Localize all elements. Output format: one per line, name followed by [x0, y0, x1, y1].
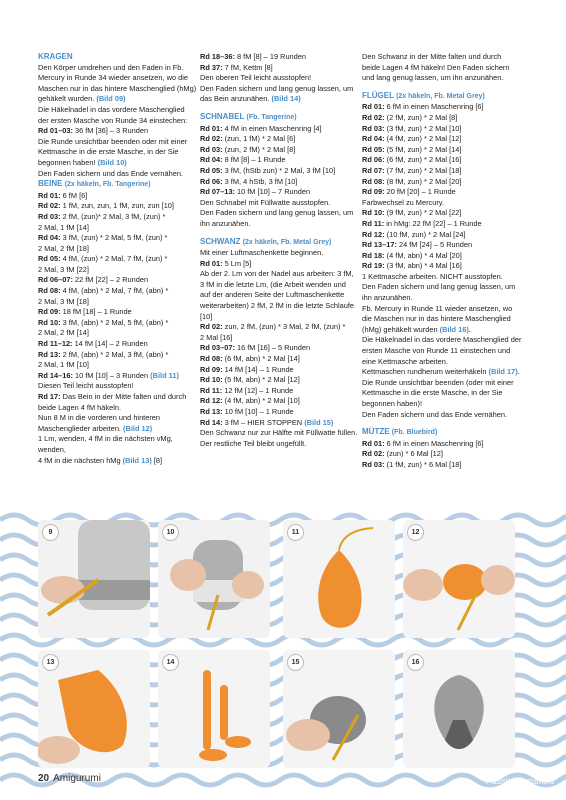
round-label: Rd 04:: [362, 134, 385, 144]
photo-number: 12: [407, 524, 424, 541]
round-text: 18 fM [18] – 1 Runde: [60, 307, 132, 317]
text-line: Die Runde unsichtbar beenden oder mit einer: [38, 136, 188, 146]
round-label: Rd 03:: [362, 123, 385, 133]
text-line: 1 Kettmasche arbeiten. NICHT ausstopfen.: [362, 271, 503, 281]
page-number: 20: [38, 773, 50, 784]
round-text: (10 fM, zun) * 2 Mal [24]: [384, 229, 466, 239]
text-line: [38, 94, 198, 105]
photo-12: [403, 520, 515, 638]
round-row: [38, 244, 198, 255]
beine-heading: [38, 179, 198, 191]
round-row: [200, 375, 358, 386]
photo-9: [38, 520, 150, 638]
round-text: (7 fM, zun) * 2 Mal [18]: [384, 165, 462, 175]
photo-11: [283, 520, 395, 638]
round-label: Rd 13:: [200, 407, 223, 416]
round-row: [200, 333, 358, 344]
photo-number: 9: [42, 524, 59, 541]
round-text: 3 fM, (abn) * 2 Mal, 5 fM, (abn) *: [60, 317, 169, 327]
text-line: Der restliche Teil bleibt ungefüllt.: [200, 438, 307, 448]
round-text: (zun, 2 fM) * 2 Mal [8]: [222, 144, 296, 154]
text-line: und lang genug lassen, um ihn anzunähen.: [362, 73, 504, 83]
text-line: Kettmaschen rundherum weiterhäkeln: [362, 367, 489, 377]
fluegel-sub: (2x häkeln, Fb. Metal Grey): [396, 92, 485, 100]
photo-13: [38, 650, 150, 768]
photo-number: 10: [162, 524, 179, 541]
round-label: Rd 07–13:: [200, 187, 235, 197]
round-row: [362, 166, 532, 177]
round-label: Rd 02:: [362, 449, 385, 459]
text-line: Den Faden sichern und lang genug lassen, um: [200, 208, 354, 218]
text-line: Den Schwanz nur zur Hälfte mit Füllwatte füllen.: [200, 428, 358, 438]
round-label: Rd 04:: [38, 233, 61, 243]
round-row: [38, 318, 198, 329]
text-line: Kettmasche in die erste Masche, in der Sie: [362, 388, 503, 398]
round-label: Rd 03:: [38, 211, 61, 221]
text-line: Die Runde unsichtbar beenden (oder mit einer: [362, 377, 514, 387]
image-ref: (Bild 09): [96, 94, 126, 104]
round-row: [200, 177, 358, 188]
schnabel-heading: [200, 112, 358, 124]
column-1: [38, 52, 198, 466]
round-label: Rd 01:: [200, 258, 223, 268]
round-label: Rd 10:: [38, 317, 61, 327]
round-label: Rd 05:: [362, 144, 385, 154]
round-text: Farbwechsel zu Mercury.: [362, 197, 445, 207]
round-label: Rd 03:: [362, 459, 385, 469]
kragen-heading: KRAGEN: [38, 52, 73, 61]
round-label: Rd 37:: [200, 62, 223, 72]
text-line: Ab der 2. Lm von der Nadel aus arbeiten: 3 fM,: [200, 269, 354, 279]
image-ref: (Bild 10): [97, 157, 127, 167]
round-row: [362, 124, 532, 135]
round-label: Rd 14–16:: [38, 370, 73, 380]
round-label: Rd 14:: [200, 417, 223, 427]
round-text: 14 fM [14] – 2 Runden: [72, 339, 148, 349]
round-row: [200, 354, 358, 365]
text-line: [362, 367, 532, 378]
text-line: gehäkelt wurden.: [38, 94, 95, 104]
round-text: (4 fM, abn) * 4 Mal [20]: [384, 250, 462, 260]
round-text: 6 fM [6]: [60, 190, 88, 200]
round-row: [200, 52, 358, 63]
text-line: 4 fM in die nächsten hMg: [38, 455, 123, 465]
text-line: die Maschen nur in das hintere Maschenglied: [362, 314, 511, 324]
round-text: 1 fM, zun, zun, 1 fM, zun, zun [10]: [60, 201, 174, 211]
round-label: Rd 01–03:: [38, 126, 73, 136]
round-label: Rd 09:: [200, 364, 223, 374]
round-text: 3 fM, 4 hStb, 3 fM [10]: [222, 176, 298, 186]
round-row: [200, 259, 358, 270]
round-text: 2 fM, (zun)* 2 Mal, 3 fM, (zun) *: [60, 211, 166, 221]
text-line: [200, 94, 358, 105]
round-row: [362, 240, 532, 251]
round-label: Rd 03:: [200, 144, 223, 154]
round-row: [200, 187, 358, 198]
round-row: [362, 219, 532, 230]
round-text: 2 Mal, 2 fM [18]: [38, 243, 89, 253]
round-row: [362, 439, 532, 450]
round-label: Rd 11–12:: [38, 339, 73, 349]
round-row: [200, 407, 358, 418]
round-label: Rd 11:: [200, 385, 223, 395]
round-row: [362, 145, 532, 156]
round-row: [362, 102, 532, 113]
text-line: beide Lagen 4 fM häkeln.: [38, 402, 122, 412]
photo-number: 13: [42, 654, 59, 671]
round-row: [362, 261, 532, 272]
round-text: 4 fM in einen Maschenring [4]: [222, 123, 322, 133]
round-row: [38, 371, 198, 382]
round-row: [200, 396, 358, 407]
round-label: Rd 01:: [362, 438, 385, 448]
watermark: PassionForum.ru: [485, 776, 554, 786]
round-label: Rd 01:: [200, 123, 223, 133]
round-row: [38, 307, 198, 318]
photo-number: 11: [287, 524, 304, 541]
round-row: [38, 275, 198, 286]
round-label: Rd 02:: [362, 112, 385, 122]
spacer: [362, 84, 532, 91]
text-line: Den Faden sichern und das Ende vernähen.: [38, 168, 184, 178]
round-label: Rd 09:: [38, 307, 61, 317]
text-line: Den oberen Teil leicht ausstopfen!: [200, 73, 312, 83]
round-row: [362, 134, 532, 145]
image-ref: (Bild 14): [271, 94, 301, 104]
round-row: [38, 297, 198, 308]
round-text: (3 fM, zun) * 2 Mal [10]: [384, 123, 462, 133]
spacer: [362, 420, 532, 427]
schwanz-heading: [200, 237, 358, 249]
schwanz-rows: [200, 322, 358, 417]
fluegel-rows: [362, 102, 532, 272]
round-text: 2 Mal, 3 fM [22]: [38, 264, 89, 274]
round-label: Rd 10:: [362, 208, 385, 218]
round-label: Rd 06–07:: [38, 275, 73, 285]
text-line: ersten Masche von Runde 11 einstechen und: [362, 346, 511, 356]
round-text: (zun) * 6 Mal [12]: [384, 449, 443, 459]
round-label: Rd 13:: [38, 349, 61, 359]
round-label: Rd 06:: [200, 176, 223, 186]
round-text: 5 Lm [5]: [222, 258, 252, 268]
round-text: 6 fM in einen Maschenring [6]: [384, 102, 484, 112]
beine-title: BEINE: [38, 179, 63, 189]
round-text: 6 fM in einen Maschenring [6]: [384, 438, 484, 448]
round-label: Rd 12:: [362, 229, 385, 239]
text-line: 3 fM in die letzte Lm, (die Arbeit wenden und: [200, 279, 346, 289]
text-line: Die Häkelnadel in das vordere Maschenglied: [38, 104, 185, 114]
round-text: 8 fM [8] – 19 Runden: [234, 52, 306, 61]
fluegel-heading: [362, 91, 532, 103]
round-text: Das Bein in der Mitte falten und durch: [60, 392, 187, 401]
round-text: (9 fM, zun) * 2 Mal [22]: [384, 208, 462, 218]
text-line: auf der anderen Seite der Luftmaschenkette: [200, 290, 345, 300]
text-line: eine Kettmasche arbeiten.: [362, 356, 448, 366]
text-line: Den Schwanz in der Mitte falten und durch: [362, 52, 502, 61]
schnabel-sub: (Fb. Tangerine): [246, 113, 297, 121]
round-row: [200, 322, 358, 333]
text-line: 1 Lm, wenden, 4 fM in die nächsten vMg, wenden,: [38, 434, 173, 454]
round-label: Rd 08:: [362, 176, 385, 186]
round-row: [38, 286, 198, 297]
text-line: beide Lagen 4 fM häkeln! Den Faden sichern: [362, 62, 510, 72]
photo-number: 16: [407, 654, 424, 671]
beine-sub: (2x häkeln, Fb. Tangerine): [64, 181, 151, 189]
round-label: Rd 18:: [362, 250, 385, 260]
round-row: [200, 386, 358, 397]
round-label: Rd 19:: [362, 261, 385, 271]
round-label: Rd 11:: [362, 218, 385, 228]
round-row: [362, 187, 532, 198]
top-rows: [200, 52, 358, 73]
text-line: Maschen nur in das hintere Maschenglied (hMg): [38, 83, 197, 93]
text-line: Diesen Teil leicht ausstopfen!: [38, 381, 134, 391]
photo-15: [283, 650, 395, 768]
round-row: [362, 177, 532, 188]
round-label: Rd 02:: [200, 134, 223, 144]
round-row: [38, 212, 198, 223]
text-line: Den Körper umdrehen und den Faden in Fb.: [38, 62, 184, 72]
round-row: [362, 230, 532, 241]
round-text: (zun, 1 fM) * 2 Mal [6]: [222, 134, 296, 144]
round-row: [362, 449, 532, 460]
round-row: [362, 113, 532, 124]
round-text: 16 fM [16] – 5 Runden: [234, 343, 311, 353]
round-text: 2 Mal [16]: [200, 332, 233, 342]
round-row: [200, 134, 358, 145]
round-row: [38, 126, 198, 137]
text-line: [38, 456, 198, 467]
text-line: [38, 424, 198, 435]
round-row: [200, 124, 358, 135]
round-text: (4 fM, abn) * 2 Mal [10]: [222, 396, 300, 406]
image-ref: (Bild 11): [150, 370, 179, 380]
round-label: Rd 02:: [38, 201, 61, 211]
round-row: [38, 191, 198, 202]
round-label: Rd 08:: [200, 354, 223, 364]
round-text: 10 fM [10] – 7 Runden: [234, 187, 311, 197]
round-label: Rd 02:: [200, 322, 223, 332]
text-line: Den Faden sichern und das Ende vernähen.: [362, 409, 508, 419]
round-text: 36 fM [36] – 3 Runden: [72, 126, 149, 136]
text-line: Maschenglieder arbeiten.: [38, 423, 124, 433]
muetze-rows: [362, 439, 532, 471]
image-ref: (Bild 13): [122, 455, 152, 465]
text-line: Kettmasche in die erste Masche, in der Sie: [38, 147, 179, 157]
schnabel-title: SCHNABEL: [200, 111, 245, 121]
round-label: Rd 01:: [38, 190, 61, 200]
round-text: (5 fM, zun) * 2 Mal [14]: [384, 144, 462, 154]
round-text: 3 fM, (hStb zun) * 2 Mal, 3 fM [10]: [222, 165, 336, 175]
schwanz-sub: (2x häkeln, Fb. Metal Grey): [242, 238, 332, 246]
spacer: [200, 105, 358, 112]
text-line: [8]: [151, 455, 163, 465]
round-text: 24 fM [24] – 5 Runden: [396, 240, 473, 250]
text-line: begonnen haben!: [38, 157, 96, 167]
column-2: [200, 52, 358, 449]
round-row: [38, 254, 198, 265]
text-line: (hMg) gehäkelt wurden: [362, 324, 440, 334]
text-line: Die Häkelnadel in das vordere Maschenglied der: [362, 335, 522, 345]
photo-14: [158, 650, 270, 768]
round-text: (3 fM, abn) * 4 Mal [16]: [384, 261, 462, 271]
text-line: Den Faden sichern und lang genug lassen, um: [362, 282, 516, 292]
text-line: Den Faden sichern und lang genug lassen, um: [200, 83, 354, 93]
text-line: [362, 325, 532, 336]
round-label: Rd 10:: [200, 375, 223, 385]
round-row: [38, 360, 198, 371]
image-ref: (Bild 12): [123, 423, 153, 433]
round-label: Rd 06:: [362, 155, 385, 165]
round-text: 4 fM, (zun) * 2 Mal, 7 fM, (zun) *: [60, 254, 168, 264]
photo-10: [158, 520, 270, 638]
text-line: Fb. Mercury in Runde 11 wieder ansetzen, wo: [362, 303, 513, 313]
round-row: [362, 251, 532, 262]
round-text: zun, 2 fM, (zun) * 3 Mal, 2 fM, (zun) *: [222, 322, 346, 332]
muetze-sub: (Fb. Bluebird): [391, 429, 438, 437]
round-text: 2 Mal, 1 fM [10]: [38, 360, 89, 370]
schwanz-title: SCHWANZ: [200, 236, 241, 246]
text-line: Nun 8 M in die vorderen und hinteren: [38, 413, 161, 423]
round-text: (2 fM, zun) * 2 Mal [8]: [384, 112, 458, 122]
round-row: [38, 350, 198, 361]
round-text: 2 fM, (abn) * 2 Mal, 3 fM, (abn) *: [60, 349, 169, 359]
round-label: Rd 03–07:: [200, 343, 235, 353]
round-label: Rd 18–36:: [200, 52, 235, 61]
schnabel-rows: [200, 124, 358, 198]
round-label: Rd 01:: [362, 102, 385, 112]
fluegel-title: FLÜGEL: [362, 90, 394, 100]
round-text: 10 fM [10] – 1 Runde: [222, 407, 294, 416]
round-label: Rd 05:: [200, 165, 223, 175]
round-row: [38, 223, 198, 234]
round-text: 3 fM, (zun) * 2 Mal, 5 fM, (zun) *: [60, 233, 168, 243]
text-line: begonnen haben)!: [362, 399, 423, 408]
round-row: [362, 155, 532, 166]
beine-rows: [38, 191, 198, 371]
round-text: 20 fM [20] – 1 Runde: [384, 187, 456, 197]
text-line: Mit einer Luftmaschenkette beginnen.: [200, 248, 324, 258]
round-text: 4 fM, (abn) * 2 Mal, 7 fM, (abn) *: [60, 286, 169, 296]
round-text: (8 fM, zun) * 2 Mal [20]: [384, 176, 462, 186]
image-ref: (Bild 17).: [488, 367, 520, 377]
round-text: (4 fM, zun) * 2 Mal [12]: [384, 134, 462, 144]
round-row: [362, 208, 532, 219]
round-row: [200, 343, 358, 354]
round-label: Rd 12:: [200, 396, 223, 406]
spacer: [200, 230, 358, 237]
round-text: in hMg: 22 fM [22] – 1 Runde: [384, 218, 482, 228]
round-row: [200, 365, 358, 376]
round-row: [38, 201, 198, 212]
round-row: [38, 233, 198, 244]
round-row: [38, 328, 198, 339]
round-text: (1 fM, zun) * 6 Mal [18]: [384, 459, 462, 469]
photo-number: 15: [287, 654, 304, 671]
round-label: Rd 04:: [200, 155, 223, 165]
page-footer: [38, 773, 101, 784]
text-line: ihn anzunähen.: [362, 293, 413, 303]
round-text: 2 Mal, 1 fM [14]: [38, 222, 89, 232]
round-row: [38, 265, 198, 276]
text-line: [10]: [200, 311, 213, 321]
round-text: 12 fM [12] – 1 Runde: [222, 385, 294, 395]
text-line: der ersten Masche von Runde 34 einstechen:: [38, 115, 188, 125]
round-row: [200, 166, 358, 177]
round-row: [362, 460, 532, 471]
round-text: 22 fM [22] – 2 Runden: [72, 275, 149, 285]
round-row: [200, 155, 358, 166]
round-label: Rd 07:: [362, 165, 385, 175]
round-text: 14 fM [14] – 1 Runde: [222, 364, 294, 374]
round-label: Rd 17:: [38, 392, 61, 401]
text-line: ihn anzunähen.: [200, 218, 251, 228]
round-text: 3 fM – HIER STOPPEN: [222, 417, 305, 427]
image-ref: (Bild 16).: [439, 324, 471, 334]
round-label: Rd 09:: [362, 187, 385, 197]
photo-number: 14: [162, 654, 179, 671]
round-row: [38, 392, 198, 403]
round-label: Rd 08:: [38, 286, 61, 296]
round-text: 7 fM, Kettm [8]: [222, 62, 273, 72]
text-line: [38, 158, 198, 169]
round-text: 10 fM [10] – 3 Runden: [72, 370, 151, 380]
round-row: [200, 145, 358, 156]
round-row: [200, 418, 358, 429]
round-text: 2 Mal, 3 fM [18]: [38, 296, 89, 306]
round-row: [200, 63, 358, 74]
image-ref: (Bild 15): [304, 417, 334, 427]
magazine-name: Amigurumi: [53, 773, 101, 784]
round-label: Rd 05:: [38, 254, 61, 264]
column-3: [362, 52, 532, 471]
text-line: Mercury in Runde 34 wieder ansetzen, wo die: [38, 73, 188, 83]
round-text: 8 fM [8] – 1 Runde: [222, 155, 286, 165]
text-line: Den Schnabel mit Füllwatte ausstopfen.: [200, 197, 331, 207]
text-line: weiterarbeiten) 2 fM, 2 fM in die letzte Schlaufe: [200, 301, 355, 311]
muetze-title: MÜTZE: [362, 427, 390, 437]
round-text: 2 Mal, 2 fM [14]: [38, 328, 89, 338]
round-row: [38, 339, 198, 350]
muetze-heading: [362, 427, 532, 439]
text-line: das Bein anzunähen.: [200, 94, 272, 104]
photo-16: [403, 650, 515, 768]
round-text: (5 fM, abn) * 2 Mal [12]: [222, 375, 300, 385]
round-text: (6 fM, zun) * 2 Mal [16]: [384, 155, 462, 165]
round-text: (6 fM, abn) * 2 Mal [14]: [222, 354, 300, 364]
round-row: [362, 198, 532, 209]
round-label: Rd 13–17:: [362, 240, 397, 250]
